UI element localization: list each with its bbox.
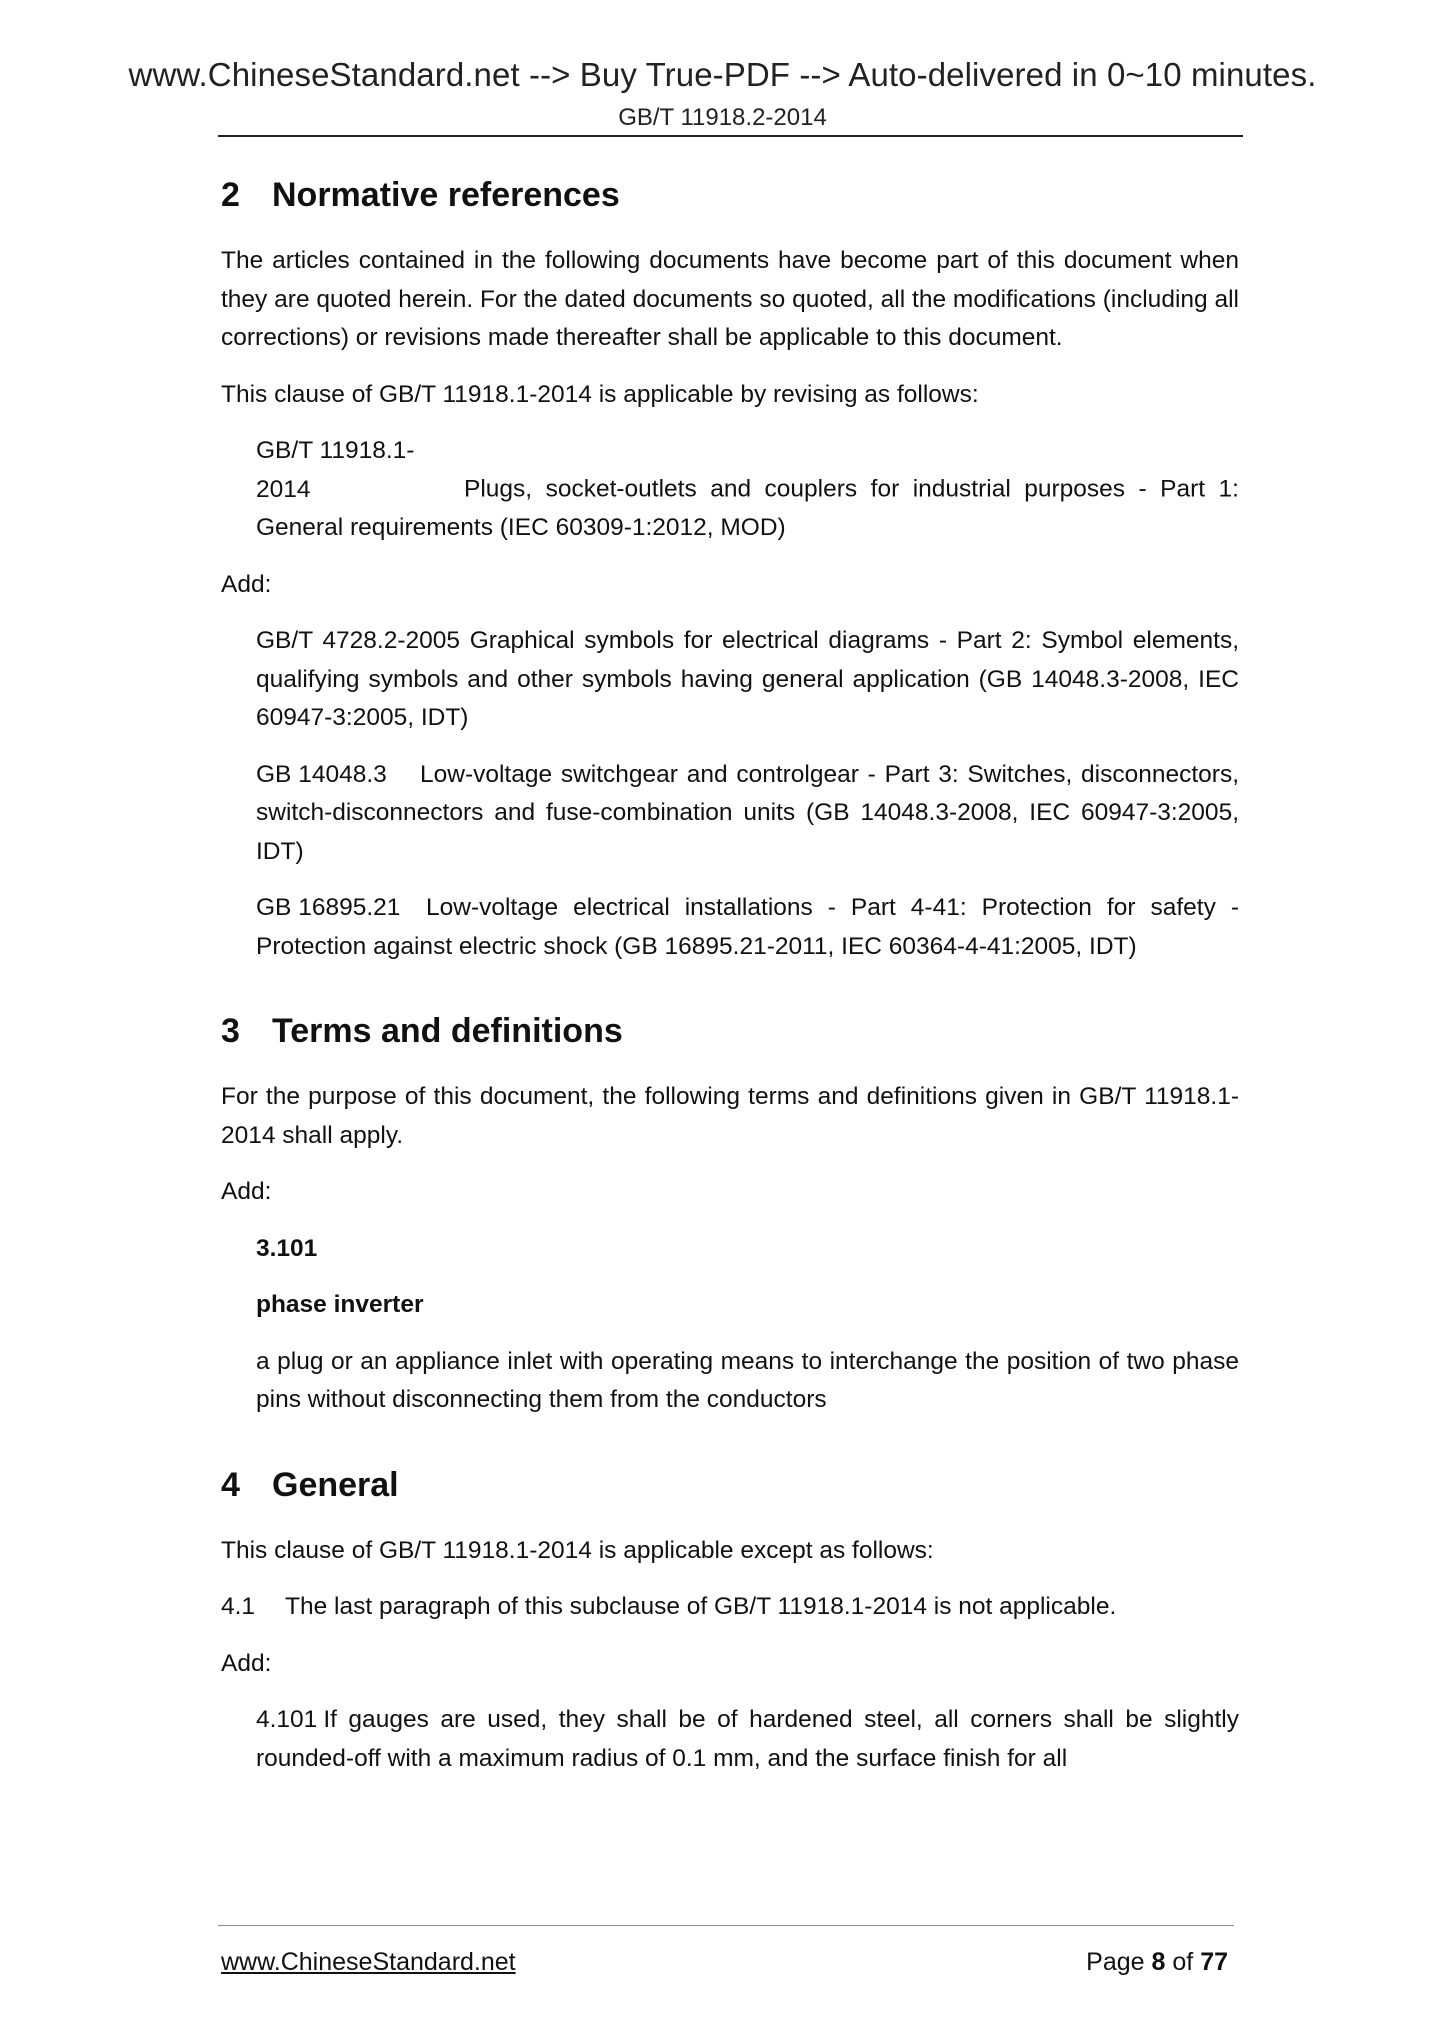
section-3-title: Terms and definitions	[272, 1012, 623, 1050]
subclause-text: The last paragraph of this subclause of GB/T 11918.1-2014 is not applicable.	[285, 1593, 1117, 1620]
reference-gb-14048-3	[221, 756, 1239, 872]
section-4-heading	[221, 1460, 1239, 1510]
section-3-intro: For the purpose of this document, the following terms and definitions given in GB/T 11918.1-2014 shall apply.	[221, 1083, 1239, 1149]
section-3-heading	[221, 1006, 1239, 1056]
standard-code: GB/T 11918.2-2014	[618, 104, 827, 131]
section-2-intro: The articles contained in the following documents have become part of this document when they are quoted herein. For the dated documents so quoted, all the modifications (including all corrections) or revisions made thereafter shall be applicable to this document.	[221, 247, 1239, 351]
subclause-4-101	[221, 1701, 1239, 1778]
reference-title: Low-voltage switchgear and controlgear - Part 3: Switches, disconnectors, switch-disconnectors and fuse-combination units (GB 14048.3-2008, IEC 60947-3:2005, IDT)	[256, 760, 1239, 865]
section-4-intro: This clause of GB/T 11918.1-2014 is applicable except as follows:	[221, 1536, 934, 1564]
section-3-add-label: Add:	[221, 1178, 272, 1205]
reference-gb-16895-21	[221, 889, 1239, 966]
reference-code: GB/T 11918.1-2014	[256, 437, 415, 503]
page-content	[221, 170, 1239, 1778]
section-2-add-label: Add:	[221, 570, 272, 598]
page-of: of	[1172, 1948, 1194, 1976]
subclause-number: 4.1	[221, 1593, 256, 1620]
section-2-clause-note: This clause of GB/T 11918.1-2014 is applicable by revising as follows:	[221, 380, 979, 408]
total-pages: 77	[1200, 1948, 1228, 1976]
section-2-heading	[221, 170, 1239, 220]
subclause-4-1	[221, 1588, 1239, 1627]
current-page: 8	[1151, 1948, 1166, 1976]
footer-divider	[218, 1925, 1234, 1926]
section-4-number: 4	[221, 1465, 240, 1504]
header-divider	[218, 135, 1243, 137]
term-number: 3.101	[256, 1234, 318, 1262]
reference-gbt-11918-1	[221, 432, 1239, 548]
section-4-title: General	[272, 1465, 399, 1504]
page-indicator	[1086, 1948, 1228, 1977]
section-4-add-label: Add:	[221, 1649, 272, 1677]
reference-title: Plugs, socket-outlets and couplers for industrial purposes - Part 1: General requirements (IEC 60309-1:2012, MOD)	[256, 475, 1239, 541]
section-2-number: 2	[221, 176, 240, 214]
reference-title: Low-voltage electrical installations - Part 4-41: Protection for safety - Protection against electric shock (GB 16895.21-2011, IEC 60364-4-41:2005, IDT)	[256, 894, 1239, 960]
section-2-title: Normative references	[272, 176, 620, 214]
footer-site-link[interactable]: www.ChineseStandard.net	[221, 1948, 516, 1976]
reference-code: GB 14048.3	[256, 760, 387, 788]
term-definition: a plug or an appliance inlet with operating means to interchange the position of two phase pins without disconnecting them from the conductors	[256, 1347, 1239, 1413]
subclause-text: If gauges are used, they shall be of hardened steel, all corners shall be slightly rounded-off with a maximum radius of 0.1 mm, and the surface finish for all	[256, 1706, 1239, 1772]
term-name: phase inverter	[256, 1291, 424, 1318]
page-prefix: Page	[1086, 1948, 1145, 1976]
section-3-number: 3	[221, 1012, 240, 1050]
site-banner: www.ChineseStandard.net --> Buy True-PDF --> Auto-delivered in 0~10 minutes.	[128, 56, 1317, 93]
subclause-number: 4.101	[256, 1706, 318, 1733]
reference-code: GB 16895.21	[256, 894, 401, 921]
reference-gbt-4728-2: GB/T 4728.2-2005 Graphical symbols for electrical diagrams - Part 2: Symbol elements, qualifying symbols and other symbols having general application (GB 14048.3-2008, IEC 60947-3:2005, IDT)	[256, 627, 1239, 731]
